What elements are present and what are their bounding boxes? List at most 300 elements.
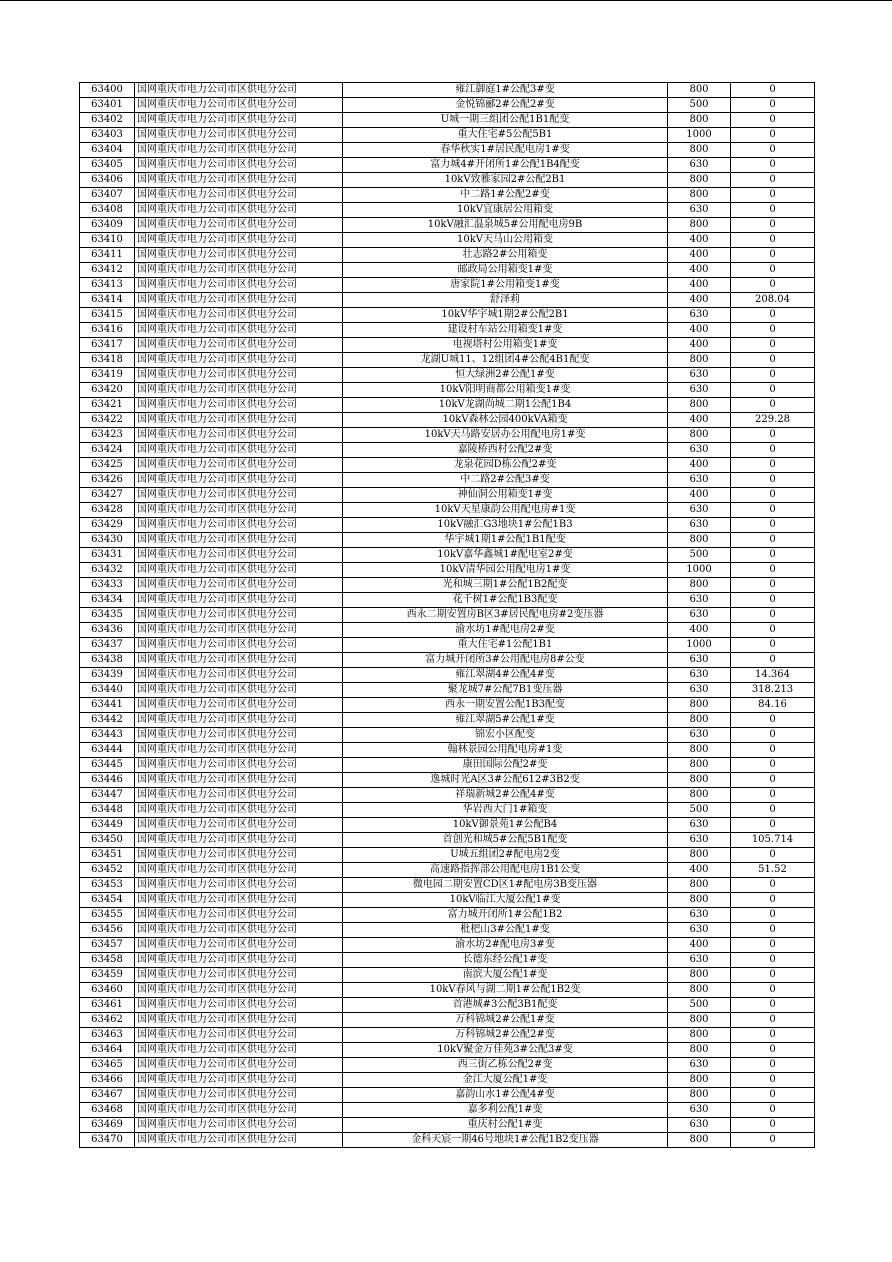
cell-id: 63423 (80, 428, 135, 443)
table-row (80, 308, 815, 323)
table-row (80, 638, 815, 653)
cell-company: 国网重庆市电力公司市区供电分公司 (135, 713, 343, 728)
cell-capacity: 800 (668, 968, 731, 983)
cell-station-name: 壮志路2#公用箱变 (343, 248, 668, 263)
cell-station-name: 雍江御庭1#公配3#变 (343, 83, 668, 98)
cell-company: 国网重庆市电力公司市区供电分公司 (135, 998, 343, 1013)
cell-station-name: U城一期三组团公配1B1配变 (343, 113, 668, 128)
cell-station-name: 重大住宅#1公配1B1 (343, 638, 668, 653)
cell-capacity: 800 (668, 188, 731, 203)
cell-id: 63405 (80, 158, 135, 173)
cell-value: 14.364 (731, 668, 815, 683)
table-row (80, 923, 815, 938)
cell-value: 0 (731, 83, 815, 98)
cell-company: 国网重庆市电力公司市区供电分公司 (135, 458, 343, 473)
cell-value: 0 (731, 893, 815, 908)
cell-capacity: 800 (668, 713, 731, 728)
table-row (80, 518, 815, 533)
table-row (80, 578, 815, 593)
table-row (80, 1058, 815, 1073)
table-row (80, 653, 815, 668)
cell-value: 0 (731, 383, 815, 398)
cell-station-name: 金悦锦郦2#公配2#变 (343, 98, 668, 113)
cell-value: 0 (731, 308, 815, 323)
cell-capacity: 630 (668, 203, 731, 218)
cell-id: 63452 (80, 863, 135, 878)
cell-company: 国网重庆市电力公司市区供电分公司 (135, 728, 343, 743)
cell-id: 63465 (80, 1058, 135, 1073)
cell-id: 63442 (80, 713, 135, 728)
cell-company: 国网重庆市电力公司市区供电分公司 (135, 218, 343, 233)
cell-capacity: 630 (668, 383, 731, 398)
cell-company: 国网重庆市电力公司市区供电分公司 (135, 548, 343, 563)
cell-company: 国网重庆市电力公司市区供电分公司 (135, 503, 343, 518)
cell-station-name: 雍江翠湖5#公配1#变 (343, 713, 668, 728)
cell-id: 63428 (80, 503, 135, 518)
cell-station-name: 富力城开闭所1#公配1B2 (343, 908, 668, 923)
cell-capacity: 800 (668, 758, 731, 773)
cell-station-name: 10kV临江大厦公配1#变 (343, 893, 668, 908)
cell-station-name: 长德东经公配1#变 (343, 953, 668, 968)
cell-station-name: 首港城#3公配3B1配变 (343, 998, 668, 1013)
table-row (80, 383, 815, 398)
cell-id: 63462 (80, 1013, 135, 1028)
cell-capacity: 500 (668, 803, 731, 818)
cell-station-name: 邮政局公用箱变1#变 (343, 263, 668, 278)
table-row (80, 353, 815, 368)
cell-capacity: 400 (668, 938, 731, 953)
cell-company: 国网重庆市电力公司市区供电分公司 (135, 788, 343, 803)
cell-value: 0 (731, 1013, 815, 1028)
cell-station-name: 恒大绿洲2#公配1#变 (343, 368, 668, 383)
table-row (80, 398, 815, 413)
cell-capacity: 630 (668, 908, 731, 923)
cell-value: 0 (731, 233, 815, 248)
cell-capacity: 400 (668, 263, 731, 278)
cell-capacity: 800 (668, 698, 731, 713)
table-row (80, 953, 815, 968)
cell-value: 0 (731, 848, 815, 863)
cell-capacity: 630 (668, 473, 731, 488)
cell-capacity: 800 (668, 1013, 731, 1028)
cell-company: 国网重庆市电力公司市区供电分公司 (135, 878, 343, 893)
cell-id: 63427 (80, 488, 135, 503)
cell-id: 63468 (80, 1103, 135, 1118)
table-row (80, 743, 815, 758)
cell-station-name: 舒泽莉 (343, 293, 668, 308)
cell-value: 0 (731, 1133, 815, 1148)
cell-station-name: 首创光和城5#公配5B1配变 (343, 833, 668, 848)
cell-station-name: 10kV华宇城1期2#公配2B1 (343, 308, 668, 323)
transformer-table (79, 82, 815, 1148)
cell-value: 0 (731, 563, 815, 578)
cell-company: 国网重庆市电力公司市区供电分公司 (135, 428, 343, 443)
cell-value: 0 (731, 1028, 815, 1043)
cell-company: 国网重庆市电力公司市区供电分公司 (135, 923, 343, 938)
cell-company: 国网重庆市电力公司市区供电分公司 (135, 608, 343, 623)
table-row (80, 893, 815, 908)
cell-company: 国网重庆市电力公司市区供电分公司 (135, 1013, 343, 1028)
cell-value: 0 (731, 278, 815, 293)
table-row (80, 293, 815, 308)
table-row (80, 668, 815, 683)
cell-capacity: 800 (668, 1133, 731, 1148)
cell-capacity: 800 (668, 848, 731, 863)
cell-value: 0 (731, 1088, 815, 1103)
cell-station-name: U城五组团2#配电房2变 (343, 848, 668, 863)
cell-value: 0 (731, 203, 815, 218)
cell-value: 0 (731, 1073, 815, 1088)
cell-capacity: 630 (668, 308, 731, 323)
cell-capacity: 630 (668, 158, 731, 173)
cell-company: 国网重庆市电力公司市区供电分公司 (135, 518, 343, 533)
cell-capacity: 400 (668, 413, 731, 428)
cell-capacity: 630 (668, 683, 731, 698)
cell-id: 63445 (80, 758, 135, 773)
cell-station-name: 嘉韵山水1#公配4#变 (343, 1088, 668, 1103)
cell-capacity: 400 (668, 863, 731, 878)
cell-value: 0 (731, 128, 815, 143)
cell-station-name: 金江大厦公配1#变 (343, 1073, 668, 1088)
table-row (80, 473, 815, 488)
cell-value: 0 (731, 923, 815, 938)
cell-value: 0 (731, 1043, 815, 1058)
cell-value: 0 (731, 263, 815, 278)
cell-capacity: 800 (668, 893, 731, 908)
cell-station-name: 光和城三期1#公配1B2配变 (343, 578, 668, 593)
table-row (80, 158, 815, 173)
cell-value: 0 (731, 248, 815, 263)
table-row (80, 188, 815, 203)
cell-id: 63434 (80, 593, 135, 608)
cell-value: 0 (731, 338, 815, 353)
cell-company: 国网重庆市电力公司市区供电分公司 (135, 278, 343, 293)
cell-id: 63430 (80, 533, 135, 548)
cell-id: 63443 (80, 728, 135, 743)
cell-station-name: 富力城4#开闭所1#公配1B4配变 (343, 158, 668, 173)
cell-id: 63454 (80, 893, 135, 908)
cell-id: 63438 (80, 653, 135, 668)
table-row (80, 218, 815, 233)
cell-company: 国网重庆市电力公司市区供电分公司 (135, 683, 343, 698)
cell-id: 63417 (80, 338, 135, 353)
cell-value: 0 (731, 1118, 815, 1133)
table-row (80, 728, 815, 743)
cell-station-name: 10kV宜康居公用箱变 (343, 203, 668, 218)
table-row (80, 878, 815, 893)
cell-id: 63420 (80, 383, 135, 398)
table-row (80, 278, 815, 293)
cell-value: 0 (731, 158, 815, 173)
cell-company: 国网重庆市电力公司市区供电分公司 (135, 758, 343, 773)
cell-capacity: 800 (668, 428, 731, 443)
cell-station-name: 唐家院1#公用箱变1#变 (343, 278, 668, 293)
cell-capacity: 630 (668, 833, 731, 848)
cell-station-name: 枇杷山3#公配1#变 (343, 923, 668, 938)
cell-capacity: 630 (668, 728, 731, 743)
cell-company: 国网重庆市电力公司市区供电分公司 (135, 578, 343, 593)
cell-value: 0 (731, 818, 815, 833)
cell-value: 0 (731, 593, 815, 608)
cell-id: 63413 (80, 278, 135, 293)
cell-id: 63418 (80, 353, 135, 368)
table-row (80, 1013, 815, 1028)
cell-company: 国网重庆市电力公司市区供电分公司 (135, 473, 343, 488)
cell-capacity: 400 (668, 293, 731, 308)
cell-company: 国网重庆市电力公司市区供电分公司 (135, 593, 343, 608)
cell-company: 国网重庆市电力公司市区供电分公司 (135, 1088, 343, 1103)
cell-station-name: 嘉多利公配1#变 (343, 1103, 668, 1118)
cell-station-name: 中二路2#公配3#变 (343, 473, 668, 488)
table-row (80, 1073, 815, 1088)
cell-value: 0 (731, 518, 815, 533)
cell-capacity: 630 (668, 953, 731, 968)
cell-station-name: 10kV融汇G3地块1#公配1B3 (343, 518, 668, 533)
cell-station-name: 龙湖U城11、12组团4#公配4B1配变 (343, 353, 668, 368)
cell-company: 国网重庆市电力公司市区供电分公司 (135, 773, 343, 788)
cell-station-name: 祥瑞新城2#公配4#变 (343, 788, 668, 803)
cell-value: 0 (731, 608, 815, 623)
cell-company: 国网重庆市电力公司市区供电分公司 (135, 233, 343, 248)
cell-station-name: 康田国际公配2#变 (343, 758, 668, 773)
cell-company: 国网重庆市电力公司市区供电分公司 (135, 563, 343, 578)
cell-value: 0 (731, 653, 815, 668)
cell-id: 63466 (80, 1073, 135, 1088)
cell-id: 63436 (80, 623, 135, 638)
table-row (80, 1088, 815, 1103)
table-row (80, 803, 815, 818)
cell-id: 63455 (80, 908, 135, 923)
cell-value: 105.714 (731, 833, 815, 848)
cell-capacity: 800 (668, 173, 731, 188)
cell-id: 63450 (80, 833, 135, 848)
cell-id: 63469 (80, 1118, 135, 1133)
cell-station-name: 10kV嘉华鑫城1#配电室2#变 (343, 548, 668, 563)
cell-station-name: 锦宏小区配变 (343, 728, 668, 743)
cell-value: 0 (731, 1103, 815, 1118)
cell-capacity: 630 (668, 518, 731, 533)
cell-company: 国网重庆市电力公司市区供电分公司 (135, 293, 343, 308)
cell-id: 63444 (80, 743, 135, 758)
cell-company: 国网重庆市电力公司市区供电分公司 (135, 173, 343, 188)
cell-value: 0 (731, 638, 815, 653)
cell-capacity: 630 (668, 593, 731, 608)
table-row (80, 488, 815, 503)
table-row (80, 1043, 815, 1058)
cell-capacity: 800 (668, 113, 731, 128)
cell-capacity: 500 (668, 548, 731, 563)
cell-value: 0 (731, 623, 815, 638)
table-row (80, 758, 815, 773)
cell-capacity: 400 (668, 623, 731, 638)
table-row (80, 548, 815, 563)
cell-value: 0 (731, 908, 815, 923)
cell-id: 63457 (80, 938, 135, 953)
cell-company: 国网重庆市电力公司市区供电分公司 (135, 533, 343, 548)
table-row (80, 773, 815, 788)
cell-value: 0 (731, 188, 815, 203)
cell-capacity: 400 (668, 233, 731, 248)
cell-station-name: 西永二期安置房B区3#居民配电房#2变压器 (343, 608, 668, 623)
cell-id: 63439 (80, 668, 135, 683)
cell-station-name: 南滨大厦公配1#变 (343, 968, 668, 983)
cell-id: 63440 (80, 683, 135, 698)
cell-capacity: 630 (668, 818, 731, 833)
cell-id: 63467 (80, 1088, 135, 1103)
cell-id: 63414 (80, 293, 135, 308)
cell-capacity: 800 (668, 398, 731, 413)
cell-capacity: 1000 (668, 638, 731, 653)
cell-capacity: 800 (668, 1073, 731, 1088)
cell-capacity: 630 (668, 668, 731, 683)
cell-value: 0 (731, 938, 815, 953)
cell-capacity: 800 (668, 983, 731, 998)
cell-value: 0 (731, 323, 815, 338)
table-row (80, 683, 815, 698)
cell-company: 国网重庆市电力公司市区供电分公司 (135, 818, 343, 833)
cell-id: 63424 (80, 443, 135, 458)
cell-value: 0 (731, 503, 815, 518)
cell-id: 63435 (80, 608, 135, 623)
table-row (80, 113, 815, 128)
table-row (80, 623, 815, 638)
cell-company: 国网重庆市电力公司市区供电分公司 (135, 1028, 343, 1043)
cell-station-name: 渝水坊2#配电房3#变 (343, 938, 668, 953)
table-row (80, 143, 815, 158)
cell-id: 63410 (80, 233, 135, 248)
cell-company: 国网重庆市电力公司市区供电分公司 (135, 413, 343, 428)
cell-value: 0 (731, 773, 815, 788)
cell-value: 0 (731, 533, 815, 548)
cell-capacity: 800 (668, 773, 731, 788)
cell-capacity: 400 (668, 458, 731, 473)
cell-capacity: 800 (668, 143, 731, 158)
cell-company: 国网重庆市电力公司市区供电分公司 (135, 143, 343, 158)
table-row (80, 368, 815, 383)
table-row (80, 98, 815, 113)
cell-company: 国网重庆市电力公司市区供电分公司 (135, 803, 343, 818)
cell-station-name: 10kV森林公园400kVA箱变 (343, 413, 668, 428)
cell-id: 63402 (80, 113, 135, 128)
cell-id: 63421 (80, 398, 135, 413)
cell-company: 国网重庆市电力公司市区供电分公司 (135, 983, 343, 998)
cell-company: 国网重庆市电力公司市区供电分公司 (135, 698, 343, 713)
cell-company: 国网重庆市电力公司市区供电分公司 (135, 1073, 343, 1088)
cell-company: 国网重庆市电力公司市区供电分公司 (135, 833, 343, 848)
cell-station-name: 重大住宅#5公配5B1 (343, 128, 668, 143)
table-row (80, 833, 815, 848)
cell-id: 63447 (80, 788, 135, 803)
cell-company: 国网重庆市电力公司市区供电分公司 (135, 1118, 343, 1133)
cell-company: 国网重庆市电力公司市区供电分公司 (135, 263, 343, 278)
cell-id: 63456 (80, 923, 135, 938)
cell-id: 63400 (80, 83, 135, 98)
cell-value: 229.28 (731, 413, 815, 428)
cell-capacity: 500 (668, 998, 731, 1013)
table-row (80, 848, 815, 863)
cell-capacity: 630 (668, 443, 731, 458)
cell-value: 0 (731, 443, 815, 458)
cell-station-name: 渝水坊1#配电房2#变 (343, 623, 668, 638)
cell-station-name: 10kV春风与湖二期1#公配1B2变 (343, 983, 668, 998)
table-row (80, 938, 815, 953)
cell-capacity: 1000 (668, 128, 731, 143)
cell-id: 63429 (80, 518, 135, 533)
cell-station-name: 10kV天马山公用箱变 (343, 233, 668, 248)
cell-company: 国网重庆市电力公司市区供电分公司 (135, 443, 343, 458)
cell-id: 63441 (80, 698, 135, 713)
cell-company: 国网重庆市电力公司市区供电分公司 (135, 203, 343, 218)
table-row (80, 458, 815, 473)
cell-company: 国网重庆市电力公司市区供电分公司 (135, 623, 343, 638)
cell-capacity: 800 (668, 1043, 731, 1058)
cell-company: 国网重庆市电力公司市区供电分公司 (135, 98, 343, 113)
cell-capacity: 800 (668, 878, 731, 893)
cell-id: 63448 (80, 803, 135, 818)
cell-station-name: 10kV融汇温泉城5#公用配电房9B (343, 218, 668, 233)
table-row (80, 608, 815, 623)
cell-capacity: 1000 (668, 563, 731, 578)
cell-id: 63409 (80, 218, 135, 233)
cell-company: 国网重庆市电力公司市区供电分公司 (135, 743, 343, 758)
cell-value: 0 (731, 713, 815, 728)
cell-station-name: 逸城时光A区3#公配612#3B2变 (343, 773, 668, 788)
cell-id: 63426 (80, 473, 135, 488)
table-row (80, 698, 815, 713)
cell-company: 国网重庆市电力公司市区供电分公司 (135, 1058, 343, 1073)
table-row (80, 863, 815, 878)
cell-id: 63459 (80, 968, 135, 983)
cell-id: 63404 (80, 143, 135, 158)
cell-value: 0 (731, 113, 815, 128)
table-row (80, 983, 815, 998)
cell-station-name: 10kV清华园公用配电房1#变 (343, 563, 668, 578)
cell-value: 0 (731, 728, 815, 743)
table-row (80, 233, 815, 248)
cell-value: 0 (731, 743, 815, 758)
table-row (80, 443, 815, 458)
cell-id: 63412 (80, 263, 135, 278)
cell-value: 0 (731, 983, 815, 998)
cell-station-name: 华岩西大门1#箱变 (343, 803, 668, 818)
table-row (80, 428, 815, 443)
table-row (80, 248, 815, 263)
cell-company: 国网重庆市电力公司市区供电分公司 (135, 113, 343, 128)
cell-capacity: 630 (668, 653, 731, 668)
cell-value: 0 (731, 473, 815, 488)
cell-company: 国网重庆市电力公司市区供电分公司 (135, 353, 343, 368)
table-row (80, 563, 815, 578)
cell-station-name: 10kV御景苑1#公配B4 (343, 818, 668, 833)
cell-company: 国网重庆市电力公司市区供电分公司 (135, 248, 343, 263)
cell-station-name: 华宇城1期1#公配1B1配变 (343, 533, 668, 548)
cell-id: 63401 (80, 98, 135, 113)
cell-value: 0 (731, 998, 815, 1013)
cell-company: 国网重庆市电力公司市区供电分公司 (135, 158, 343, 173)
cell-station-name: 翰林景园公用配电房#1变 (343, 743, 668, 758)
cell-station-name: 中二路1#公配2#变 (343, 188, 668, 203)
cell-id: 63415 (80, 308, 135, 323)
cell-company: 国网重庆市电力公司市区供电分公司 (135, 638, 343, 653)
cell-station-name: 万科锦城2#公配1#变 (343, 1013, 668, 1028)
cell-capacity: 800 (668, 578, 731, 593)
cell-value: 0 (731, 878, 815, 893)
cell-id: 63425 (80, 458, 135, 473)
cell-capacity: 400 (668, 488, 731, 503)
cell-company: 国网重庆市电力公司市区供电分公司 (135, 323, 343, 338)
cell-company: 国网重庆市电力公司市区供电分公司 (135, 368, 343, 383)
cell-company: 国网重庆市电力公司市区供电分公司 (135, 938, 343, 953)
